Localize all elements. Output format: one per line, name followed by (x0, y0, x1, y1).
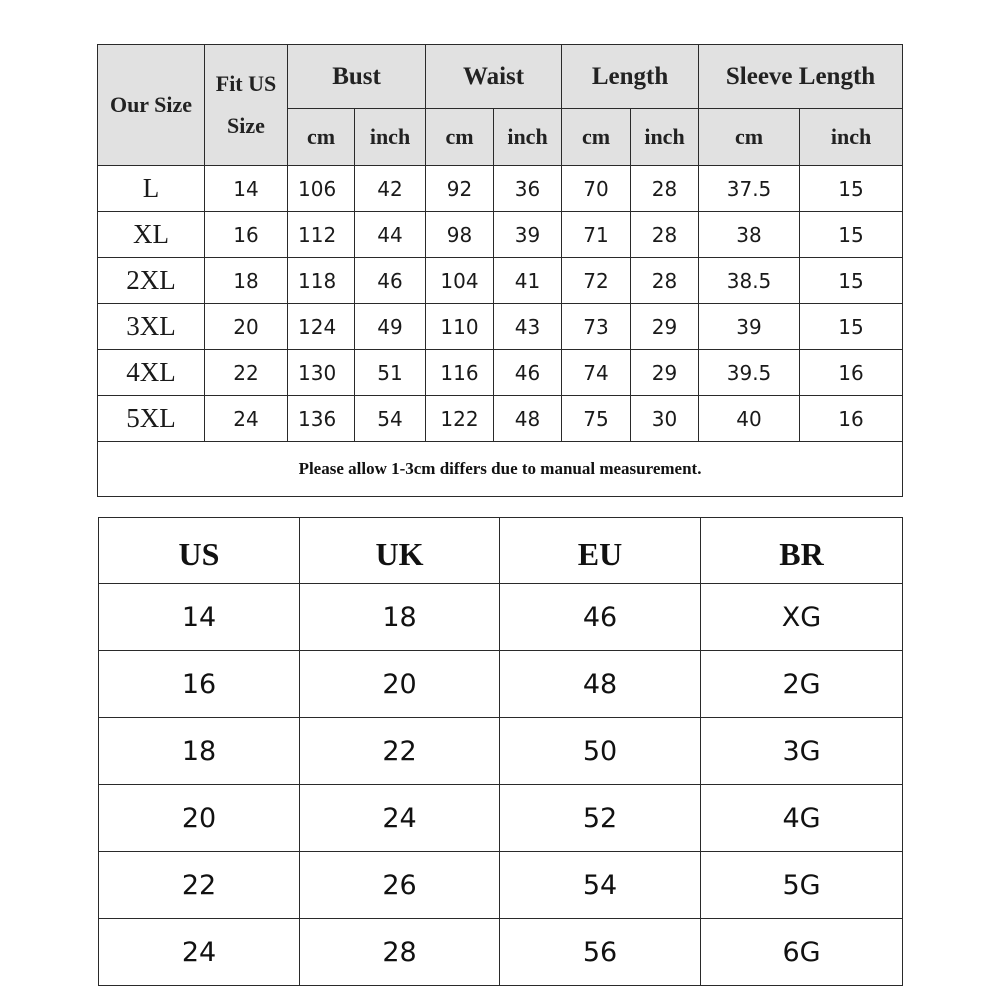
header-bust: Bust (288, 45, 426, 109)
header-br: BR (701, 518, 903, 584)
cell-bust-inch: 49 (355, 304, 426, 350)
cell-us: 18 (205, 258, 288, 304)
cell-size: 5XL (98, 396, 205, 442)
cell-length-inch: 30 (631, 396, 699, 442)
header-fit-us-size (205, 45, 288, 166)
table-row (99, 919, 903, 986)
cell-waist-cm: 104 (426, 258, 494, 304)
cell-waist-cm: 122 (426, 396, 494, 442)
cell-us: 16 (205, 212, 288, 258)
cell-bust-inch: 44 (355, 212, 426, 258)
cell-length-cm: 75 (562, 396, 631, 442)
unit-length-inch: inch (631, 109, 699, 166)
unit-bust-inch: inch (355, 109, 426, 166)
table-row (99, 651, 903, 718)
cell-br: 2G (701, 651, 903, 718)
cell-size: XL (98, 212, 205, 258)
cell-eu: 48 (500, 651, 701, 718)
cell-size: 3XL (98, 304, 205, 350)
cell-waist-inch: 48 (494, 396, 562, 442)
cell-size: 2XL (98, 258, 205, 304)
cell-us: 18 (99, 718, 300, 785)
cell-sleeve-inch: 15 (800, 212, 903, 258)
size-chart-header (98, 45, 903, 166)
cell-sleeve-cm: 37.5 (699, 166, 800, 212)
unit-length-cm: cm (562, 109, 631, 166)
table-row (98, 396, 903, 442)
cell-br: 4G (701, 785, 903, 852)
cell-sleeve-cm: 38 (699, 212, 800, 258)
cell-us: 22 (99, 852, 300, 919)
cell-bust-cm: 136 (288, 396, 355, 442)
cell-waist-inch: 46 (494, 350, 562, 396)
cell-br: 3G (701, 718, 903, 785)
unit-sleeve-inch: inch (800, 109, 903, 166)
cell-size: L (98, 166, 205, 212)
cell-length-cm: 74 (562, 350, 631, 396)
cell-length-inch: 28 (631, 166, 699, 212)
cell-uk: 22 (300, 718, 500, 785)
cell-sleeve-inch: 15 (800, 258, 903, 304)
cell-sleeve-inch: 15 (800, 304, 903, 350)
cell-length-inch: 29 (631, 350, 699, 396)
cell-waist-inch: 36 (494, 166, 562, 212)
cell-waist-cm: 110 (426, 304, 494, 350)
cell-length-inch: 29 (631, 304, 699, 350)
size-chart-table (97, 44, 903, 497)
cell-bust-cm: 124 (288, 304, 355, 350)
size-chart-body (98, 166, 903, 442)
cell-bust-cm: 106 (288, 166, 355, 212)
header-fit-us-line1: Fit US (215, 71, 277, 96)
cell-waist-inch: 43 (494, 304, 562, 350)
cell-bust-inch: 46 (355, 258, 426, 304)
cell-length-cm: 70 (562, 166, 631, 212)
cell-waist-cm: 92 (426, 166, 494, 212)
header-uk: UK (300, 518, 500, 584)
unit-waist-cm: cm (426, 109, 494, 166)
cell-waist-inch: 39 (494, 212, 562, 258)
cell-br: XG (701, 584, 903, 651)
header-waist: Waist (426, 45, 562, 109)
cell-sleeve-cm: 39.5 (699, 350, 800, 396)
cell-eu: 54 (500, 852, 701, 919)
cell-eu: 46 (500, 584, 701, 651)
cell-uk: 26 (300, 852, 500, 919)
table-row (98, 258, 903, 304)
cell-uk: 24 (300, 785, 500, 852)
table-row (99, 718, 903, 785)
header-sleeve-length: Sleeve Length (699, 45, 903, 109)
unit-waist-inch: inch (494, 109, 562, 166)
cell-uk: 20 (300, 651, 500, 718)
cell-length-inch: 28 (631, 212, 699, 258)
cell-uk: 28 (300, 919, 500, 986)
table-row (98, 212, 903, 258)
cell-br: 5G (701, 852, 903, 919)
cell-length-cm: 72 (562, 258, 631, 304)
table-row (98, 166, 903, 212)
cell-sleeve-cm: 39 (699, 304, 800, 350)
cell-us: 14 (99, 584, 300, 651)
cell-length-cm: 73 (562, 304, 631, 350)
cell-bust-cm: 112 (288, 212, 355, 258)
unit-sleeve-cm: cm (699, 109, 800, 166)
cell-eu: 50 (500, 718, 701, 785)
cell-uk: 18 (300, 584, 500, 651)
cell-us: 14 (205, 166, 288, 212)
cell-us: 22 (205, 350, 288, 396)
conversion-body (99, 584, 903, 986)
table-row (99, 785, 903, 852)
cell-waist-cm: 98 (426, 212, 494, 258)
conversion-header (99, 518, 903, 584)
cell-bust-cm: 118 (288, 258, 355, 304)
measurement-note: Please allow 1-3cm differs due to manual measurement. (98, 442, 903, 497)
header-us: US (99, 518, 300, 584)
cell-br: 6G (701, 919, 903, 986)
header-our-size: Our Size (98, 45, 205, 166)
cell-sleeve-inch: 16 (800, 396, 903, 442)
size-conversion-table (98, 517, 903, 986)
cell-waist-inch: 41 (494, 258, 562, 304)
cell-us: 20 (99, 785, 300, 852)
cell-bust-inch: 54 (355, 396, 426, 442)
cell-eu: 52 (500, 785, 701, 852)
header-eu: EU (500, 518, 701, 584)
header-fit-us-line2: Size (227, 113, 265, 138)
cell-us: 24 (99, 919, 300, 986)
cell-sleeve-inch: 16 (800, 350, 903, 396)
cell-size: 4XL (98, 350, 205, 396)
unit-bust-cm: cm (288, 109, 355, 166)
cell-us: 20 (205, 304, 288, 350)
cell-bust-inch: 51 (355, 350, 426, 396)
cell-sleeve-cm: 40 (699, 396, 800, 442)
table-row (99, 852, 903, 919)
cell-us: 24 (205, 396, 288, 442)
cell-bust-cm: 130 (288, 350, 355, 396)
cell-eu: 56 (500, 919, 701, 986)
table-row (98, 350, 903, 396)
table-row (98, 304, 903, 350)
cell-sleeve-inch: 15 (800, 166, 903, 212)
cell-us: 16 (99, 651, 300, 718)
cell-bust-inch: 42 (355, 166, 426, 212)
table-row (99, 584, 903, 651)
header-length: Length (562, 45, 699, 109)
cell-sleeve-cm: 38.5 (699, 258, 800, 304)
cell-length-cm: 71 (562, 212, 631, 258)
cell-length-inch: 28 (631, 258, 699, 304)
cell-waist-cm: 116 (426, 350, 494, 396)
